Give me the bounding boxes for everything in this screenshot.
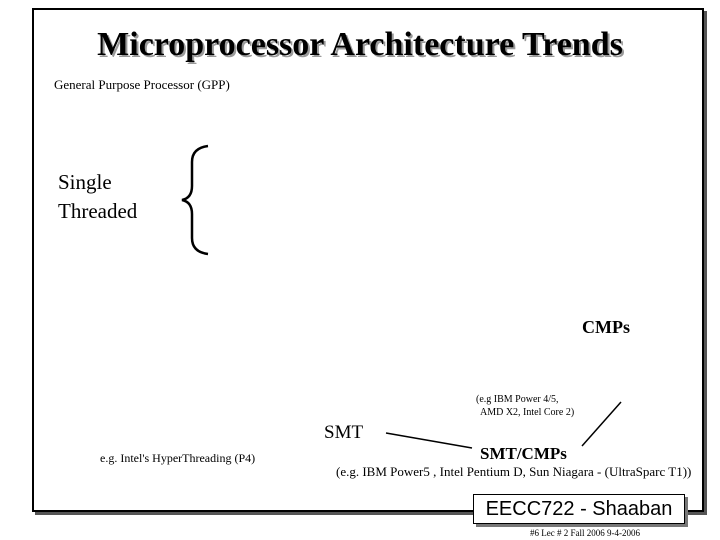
smt-label: SMT: [324, 422, 364, 443]
slide-title: Microprocessor Architecture Trends: [97, 26, 623, 63]
course-box: EECC722 - Shaaban: [473, 494, 685, 524]
gpp-label: General Purpose Processor (GPP): [54, 77, 230, 92]
single-threaded-line1: Single: [58, 170, 112, 194]
smt-connector-line: [386, 433, 472, 448]
smt-example: e.g. Intel's HyperThreading (P4): [100, 451, 256, 465]
smt-cmps-example: (e.g. IBM Power5 , Intel Pentium D, Sun Niagara - (UltraSparc T1)): [336, 464, 692, 479]
cmps-connector-line: [582, 402, 621, 446]
smt-cmps-label: SMT/CMPs: [480, 444, 567, 463]
cmps-label: CMPs: [582, 317, 630, 337]
curly-brace-icon: [182, 146, 208, 254]
single-threaded-line2: Threaded: [58, 199, 138, 223]
cmps-example-line2: AMD X2, Intel Core 2): [480, 407, 575, 418]
cmps-example-line1: (e.g IBM Power 4/5,: [476, 394, 559, 405]
slide-footer: #6 Lec # 2 Fall 2006 9-4-2006: [530, 528, 640, 538]
